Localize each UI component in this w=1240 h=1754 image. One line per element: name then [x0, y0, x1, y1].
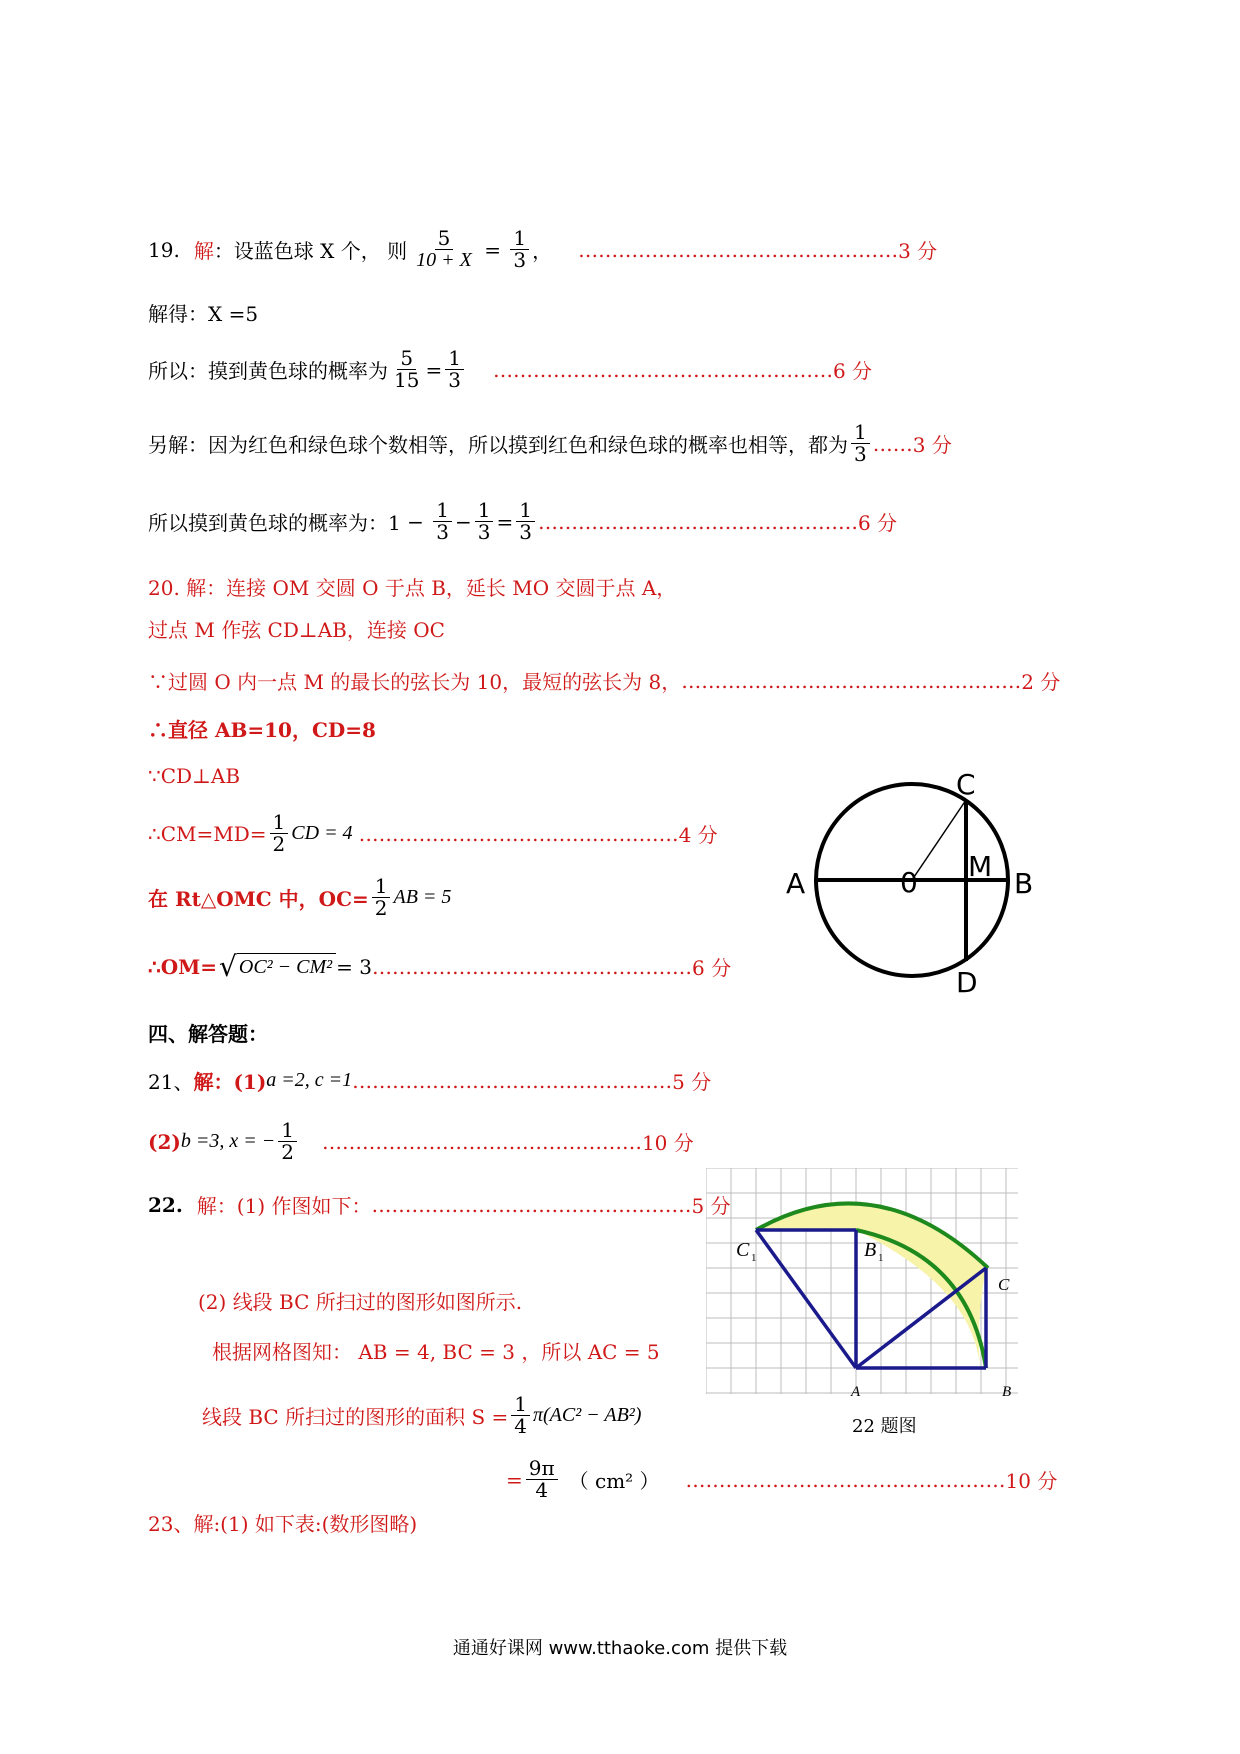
dot-leader: ……………………………………………	[492, 357, 833, 382]
q20-score-1: 2 分	[1021, 670, 1061, 694]
q22-line3: 根据网格图知： AB = 4, BC = 3 ，所以 AC = 5	[212, 1340, 660, 1364]
q19-alt2-score: 6 分	[857, 511, 898, 535]
q22-line2: (2) 线段 BC 所扫过的图形如图所示.	[198, 1290, 523, 1314]
section-4-title: 四、解答题：	[148, 1022, 268, 1046]
q22-score-1: 5 分	[691, 1194, 731, 1218]
q22-result-fraction: $\frac{9\pi}{4}$	[526, 1458, 558, 1501]
q22-grid-figure	[706, 1168, 1026, 1438]
label-b1: B	[864, 1239, 877, 1261]
label-c1: C	[736, 1239, 750, 1261]
q22-score-2: 10 分	[1005, 1469, 1058, 1493]
q19-alt-line	[148, 422, 952, 465]
q20-line6: ∴CM=MD= $\frac{1}{2}$ CD = 4 ………………………………………… 4 分	[148, 810, 718, 856]
q20-line5: ∵CD⊥AB	[148, 764, 241, 788]
q22-quarter-fraction: $\frac{1}{4}$	[511, 1394, 530, 1437]
q19-alt2-fraction-b: $\frac{1}{3}$	[475, 500, 494, 543]
label-a: A	[851, 1384, 861, 1400]
q19-alt2-text: 所以摸到黄色球的概率为：1	[148, 511, 401, 535]
q19-alt-line2: 所以摸到黄色球的概率为：1 − $\frac{1}{3}$ − $\frac{1}{3}$ = $\frac{1}{3}$ ………………………………………… 6 分	[148, 498, 898, 544]
q20-half-fraction-1: $\frac{1}{2}$	[270, 812, 289, 855]
q19-number: 19.	[148, 237, 180, 262]
q20-score-2: 4 分	[678, 823, 718, 847]
q19-line3: 所以：摸到黄色球的概率为 $\frac{5}{15}$ = $\frac{1}{3}$ …………………………………………… 6 分	[148, 346, 873, 392]
q21-line2: (2) b =3, x = − $\frac{1}{2}$ ………………………………………… 10 分	[148, 1118, 694, 1164]
figure-caption: 22 题图	[852, 1416, 917, 1437]
q21-line1: 21、 解：(1) a =2, c =1 ………………………………………… 5 分	[148, 1066, 711, 1095]
q19-line2	[148, 298, 258, 327]
q20-circle-figure	[780, 760, 1050, 1000]
dot-leader: …………………………………………	[578, 237, 899, 262]
page-footer: 通通好课网 www.tthaoke.com 提供下载	[452, 1638, 788, 1659]
dot-leader: ……	[872, 431, 913, 456]
label-d: D	[956, 966, 978, 999]
q19-fraction-2: $\frac{1}{3}$	[510, 228, 529, 271]
dot-leader: ……………………………………………	[681, 668, 1022, 693]
label-c: C	[998, 1275, 1010, 1294]
q22-line1: 22. 解：(1) 作图如下： ………………………………………… 5 分	[148, 1190, 731, 1219]
q19-line1: 19. 解 ：设蓝色球 X 个， 则 $\frac{5}{10 + X}$ = $\frac{1}{3}$ ， ………………………………………… 3 分	[148, 226, 938, 272]
label-c: C	[956, 768, 976, 801]
label-o: 0	[900, 866, 918, 899]
label-m: M	[968, 850, 993, 883]
q20-line7: 在 Rt△OMC 中，OC= $\frac{1}{2}$ AB = 5	[148, 874, 452, 920]
label-b1-sub: 1	[878, 1252, 884, 1264]
label-a: A	[786, 867, 806, 900]
q19-alt2-fraction-a: $\frac{1}{3}$	[433, 500, 452, 543]
q19-fraction-1: $\frac{5}{10 + X}$	[416, 226, 472, 271]
dot-leader: …………………………………………	[321, 1129, 642, 1154]
q19-alt2-fraction-c: $\frac{1}{3}$	[516, 500, 535, 543]
q20-line1: 20. 解：连接 OM 交圆 O 于点 B，延长 MO 交圆于点 A，	[148, 576, 677, 600]
q20-sqrt: √ OC² − CM²	[219, 953, 336, 981]
q21-fraction: $\frac{1}{2}$	[278, 1120, 297, 1163]
label-b: B	[1002, 1384, 1012, 1400]
q20-score-3: 6 分	[692, 956, 732, 980]
q19-prob-text: 所以：摸到黄色球的概率为	[148, 359, 388, 383]
q19-prob-fraction-2: $\frac{1}{3}$	[445, 348, 464, 391]
dot-leader: …………………………………………	[352, 1068, 673, 1093]
q19-solve-text: 解得：X =5	[148, 302, 259, 326]
q23-line1: 23、解:(1) 如下表:(数形图略)	[148, 1512, 418, 1536]
label-b: B	[1014, 867, 1034, 900]
q22-line4: 线段 BC 所扫过的图形的面积 S = $\frac{1}{4}$ π(AC² − AB²)	[202, 1392, 642, 1438]
q22-line5: = $\frac{9\pi}{4}$ （ cm² ） ………………………………………… 10 分	[506, 1456, 1058, 1502]
dot-leader: …………………………………………	[685, 1467, 1006, 1492]
q19-text: ：设蓝色球 X 个， 则	[213, 239, 408, 263]
q20-line4: ∴直径 AB=10，CD=8	[148, 718, 376, 742]
q20-line3: ∵过圆 O 内一点 M 的最长的弦长为 10，最短的弦长为 8， …………………………………………… 2 分	[148, 666, 1060, 695]
q19-alt-text: 另解：因为红色和绿色球个数相等，所以摸到红色和绿色球的概率也相等，都为	[148, 433, 848, 457]
dot-leader: …………………………………………	[358, 821, 679, 846]
q20-line8: ∴OM= √ OC² − CM² = 3 ………………………………………… 6 分	[148, 949, 732, 983]
q21-score-2: 10 分	[641, 1131, 694, 1155]
dot-leader: …………………………………………	[372, 954, 693, 979]
q19-score-1: 3 分	[898, 239, 938, 263]
segment-oc	[912, 800, 966, 880]
q19-prob-fraction-1: $\frac{5}{15}$	[394, 346, 420, 392]
q19-alt-fraction: $\frac{1}{3}$	[851, 422, 870, 465]
q19-score-2: 6 分	[832, 359, 873, 383]
q20-line2: 过点 M 作弦 CD⊥AB，连接 OC	[148, 618, 445, 642]
label-c1-sub: 1	[751, 1252, 757, 1264]
q19-alt-score: 3 分	[912, 433, 952, 457]
q19-label: 解	[193, 239, 214, 263]
dot-leader: …………………………………………	[371, 1192, 692, 1217]
dot-leader: …………………………………………	[537, 509, 858, 534]
q21-score-1: 5 分	[672, 1070, 712, 1094]
q20-half-fraction-2: $\frac{1}{2}$	[372, 876, 391, 919]
